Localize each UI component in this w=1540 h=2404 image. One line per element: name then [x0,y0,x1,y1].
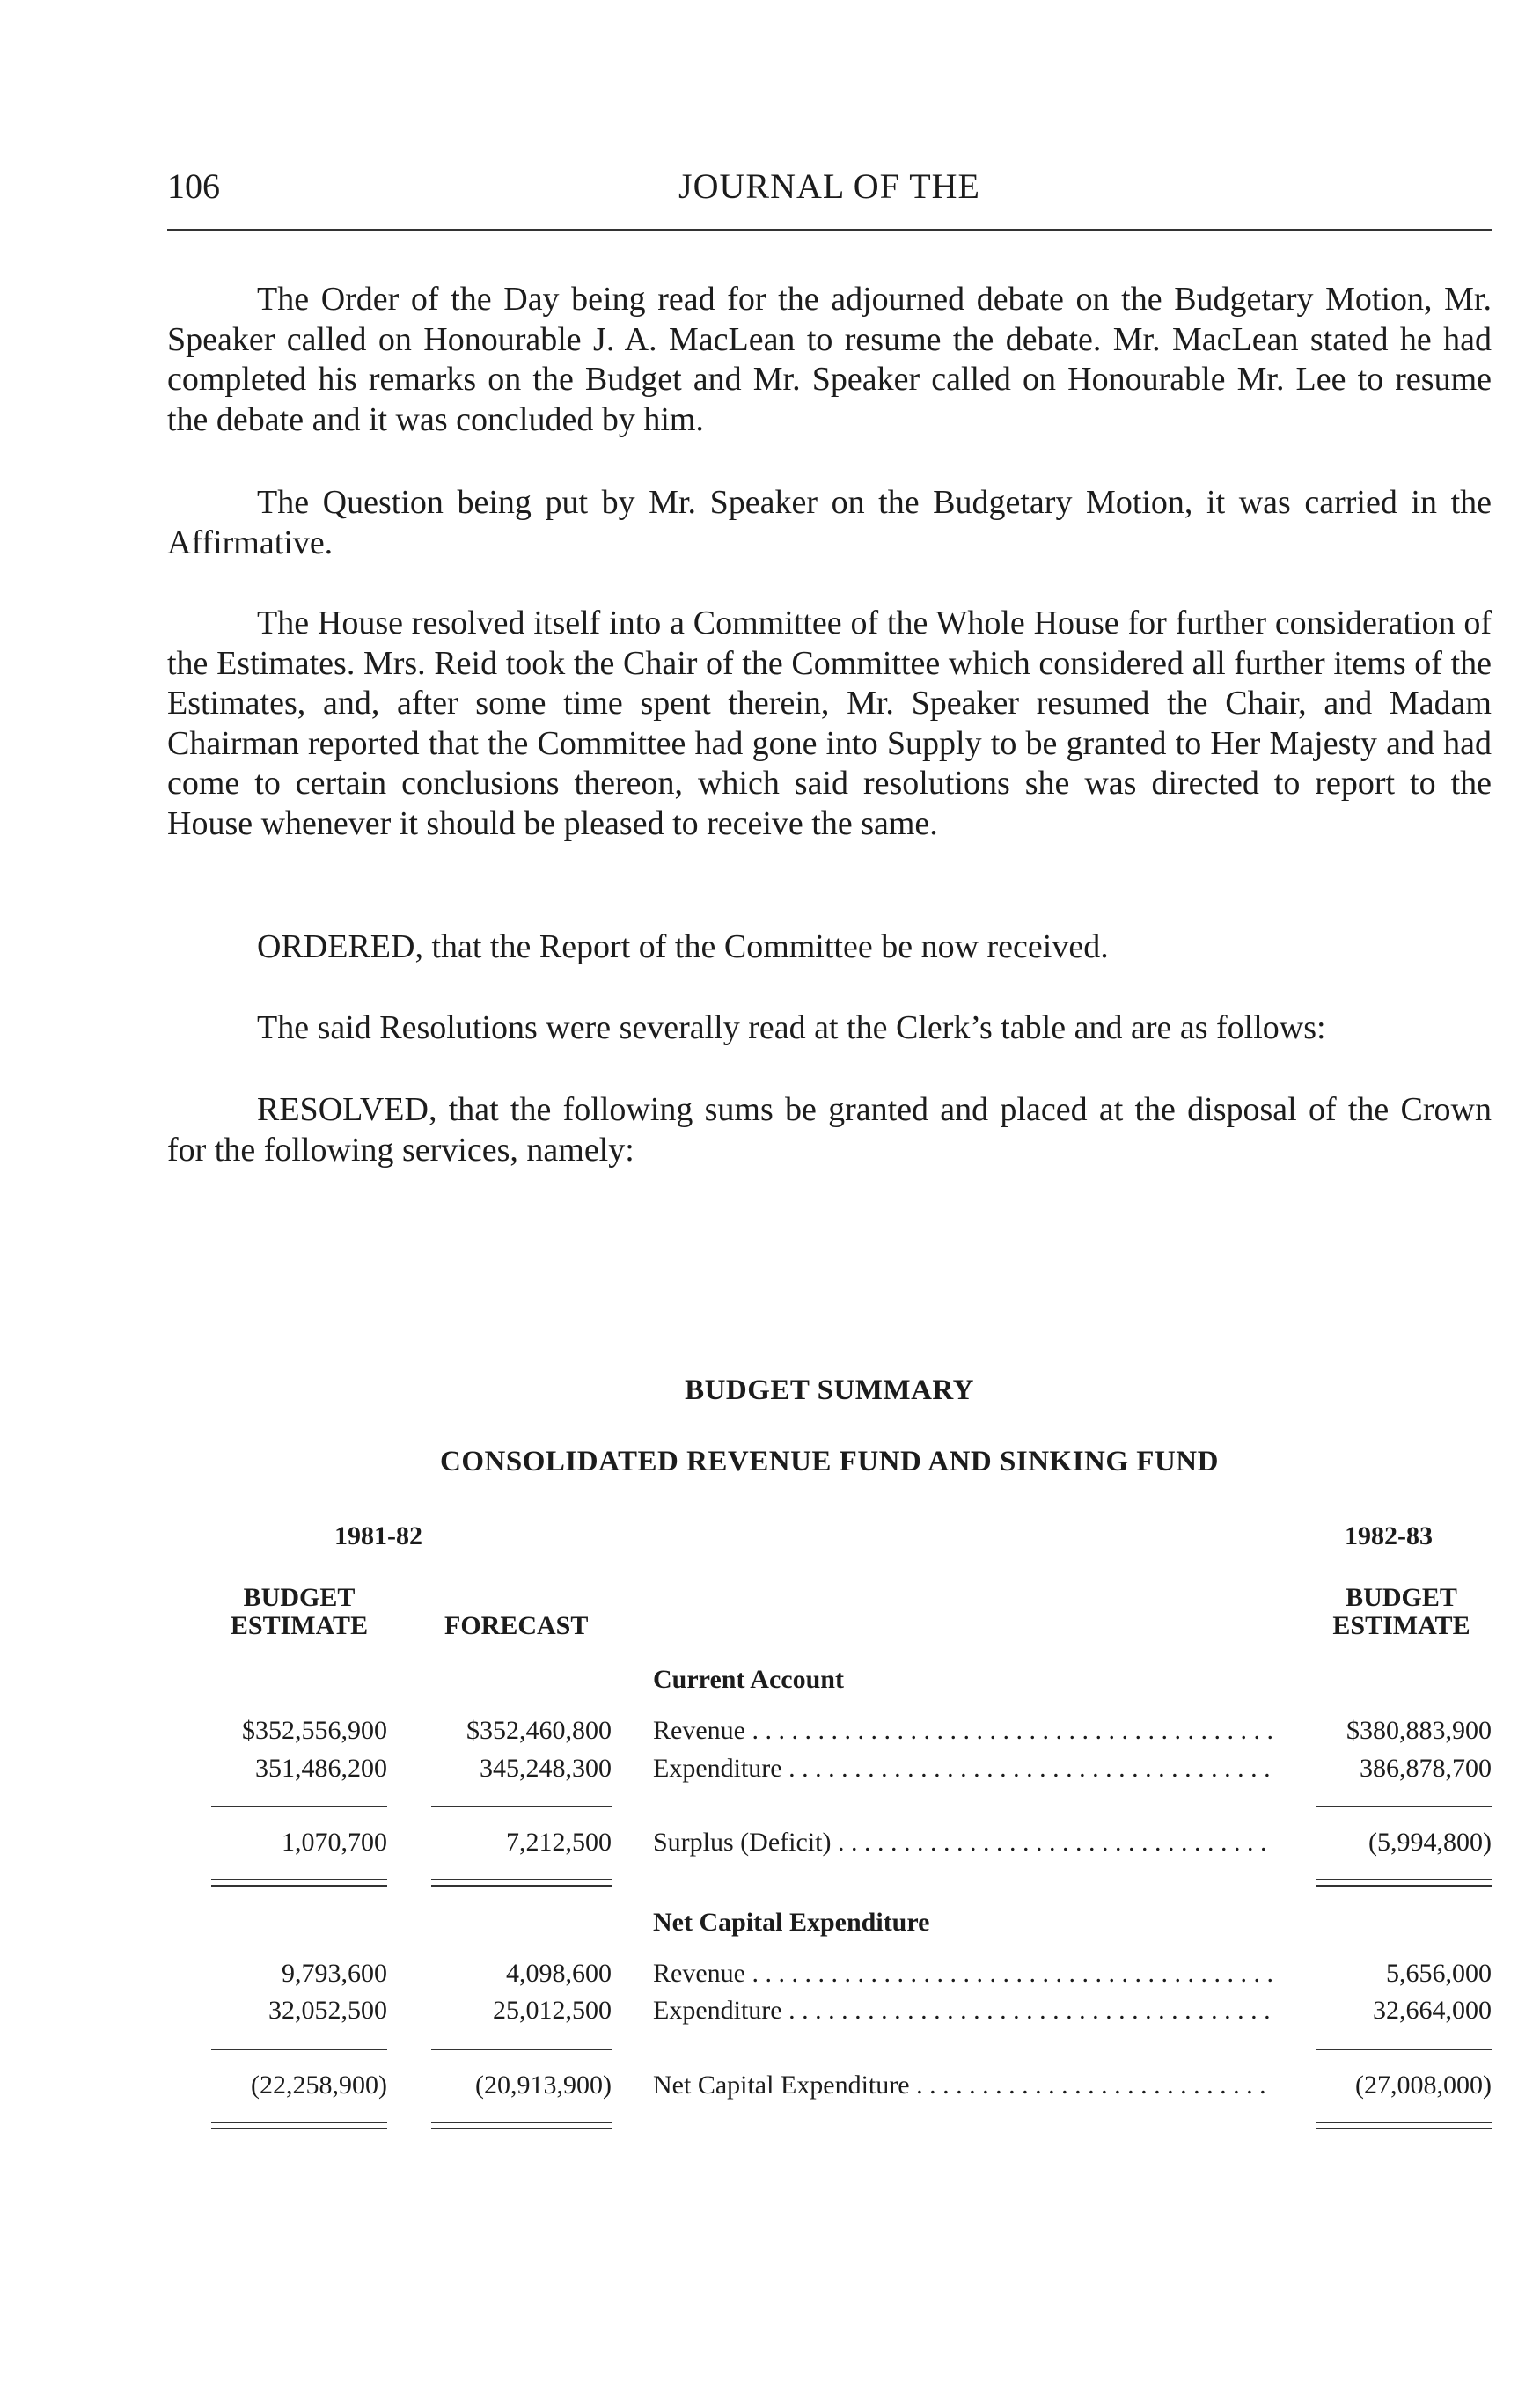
paragraph-resolutions-read: The said Resolutions were severally read at the Clerk’s table and are as follows: [257,1009,1326,1046]
total-est-8283: (5,994,800) [1368,1828,1492,1857]
cell-forecast-8182: 4,098,600 [506,1959,612,1988]
total-forecast-8182: 7,212,500 [506,1828,612,1857]
subtotal-rule [431,2049,612,2050]
year-1982-83: 1982-83 [1345,1521,1433,1550]
total-double-rule [211,1879,387,1887]
section-heading-net-capital-expenditure: Net Capital Expenditure [653,1908,930,1937]
budget-summary-subtitle: CONSOLIDATED REVENUE FUND AND SINKING FUND [440,1446,1219,1477]
total-est-8182: 1,070,700 [282,1828,387,1857]
total-double-rule [1316,1879,1492,1887]
column-header-budget-estimate-8182: BUDGET ESTIMATE [230,1583,369,1640]
total-double-rule [211,2122,387,2129]
row-label: Expenditure . . . [653,1754,1274,1784]
row-label: Revenue . . . [653,1959,1274,1989]
cell-est-8283: 5,656,000 [1386,1959,1492,1988]
total-est-8182: (22,258,900) [251,2071,387,2100]
total-label: Net Capital Expenditure . . . [653,2071,1274,2100]
paragraph-question: The Question being put by Mr. Speaker on the Budgetary Motion, it was carried in the Affirmative. [167,484,1492,561]
running-head: JOURNAL OF THE [678,166,980,206]
page-number: 106 [167,166,220,206]
paragraph-committee: The House resolved itself into a Committee of the Whole House for further consideration of the Estimates. Mrs. Reid took the Chair of the Committee which considered all further items of the Estimates, and, after some time spent therein, Mr. Speaker resumed the Chair, and Madam Chairman reported that the Committee had gone into Supply to be granted to Her Majesty and had come to certain conclusions thereon, which said resolutions she was directed to report to the House whenever it should be pleased to receive the same. [167,605,1492,842]
cell-est-8283: $380,883,900 [1346,1716,1492,1745]
total-est-8283: (27,008,000) [1355,2071,1492,2100]
total-double-rule [431,2122,612,2129]
section-heading-current-account: Current Account [653,1665,844,1694]
paragraph-order-of-day: The Order of the Day being read for the adjourned debate on the Budgetary Motion, Mr. Speaker called on Honourable J. A. MacLean to resume the debate. Mr. MacLean stated he had completed his remarks on the Budget and Mr. Speaker called on Honourable Mr. Lee to resume the debate and it was concluded by him. [167,281,1492,438]
subtotal-rule [211,2049,387,2050]
page-header [167,165,1492,206]
year-1981-82: 1981-82 [334,1521,422,1550]
column-header-forecast: FORECAST [444,1611,589,1640]
paragraph-ordered: ORDERED, that the Report of the Committee be now received. [257,928,1109,965]
paragraph-resolved: RESOLVED, that the following sums be granted and placed at the disposal of the Crown for the following services, namely: [167,1091,1492,1169]
cell-forecast-8182: 25,012,500 [493,1996,612,2025]
total-double-rule [431,1879,612,1887]
total-forecast-8182: (20,913,900) [475,2071,612,2100]
cell-est-8182: 9,793,600 [282,1959,387,1988]
cell-est-8182: 351,486,200 [255,1754,387,1783]
cell-forecast-8182: 345,248,300 [480,1754,612,1783]
cell-est-8182: 32,052,500 [268,1996,387,2025]
subtotal-rule [1316,2049,1492,2050]
column-header-budget-estimate-8283: BUDGET ESTIMATE [1332,1583,1470,1640]
cell-forecast-8182: $352,460,800 [466,1716,612,1745]
row-label: Revenue . . . [653,1716,1274,1746]
subtotal-rule [211,1806,387,1807]
subtotal-rule [431,1806,612,1807]
cell-est-8283: 32,664,000 [1373,1996,1492,2025]
cell-est-8182: $352,556,900 [242,1716,387,1745]
subtotal-rule [1316,1806,1492,1807]
budget-summary-title: BUDGET SUMMARY [685,1374,974,1406]
cell-est-8283: 386,878,700 [1360,1754,1492,1783]
header-rule [167,229,1492,231]
total-double-rule [1316,2122,1492,2129]
row-label: Expenditure . . . [653,1996,1274,2026]
total-label: Surplus (Deficit) . . . [653,1828,1274,1858]
